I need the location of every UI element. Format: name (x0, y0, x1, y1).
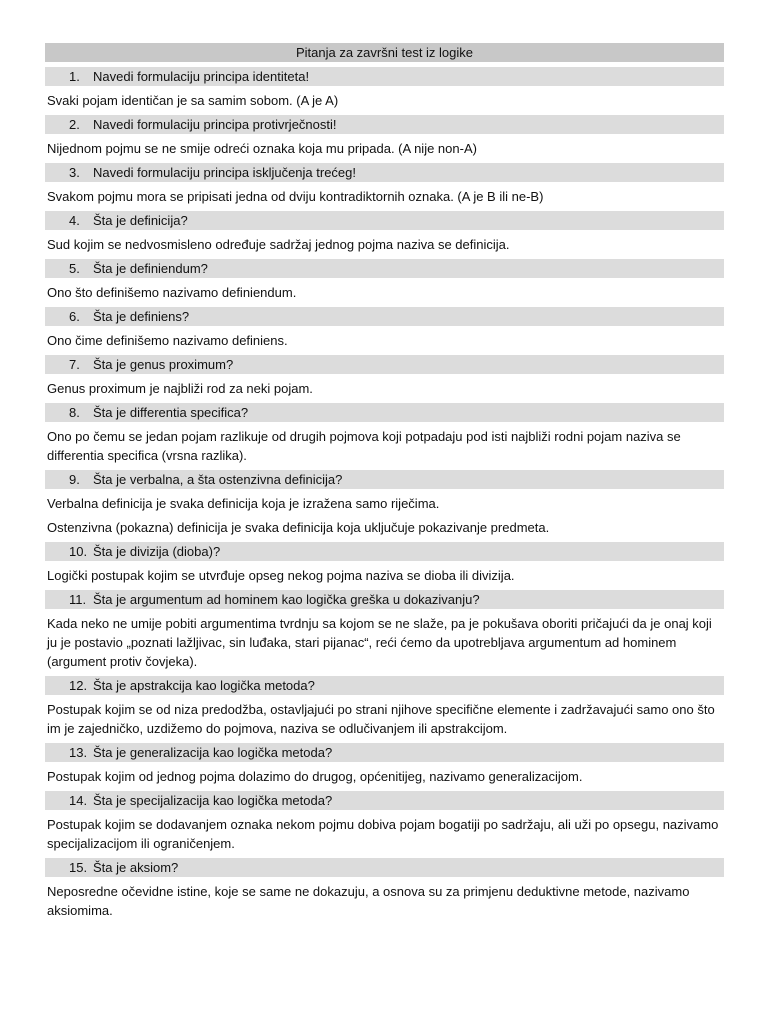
question-block (45, 211, 724, 254)
question-block (45, 403, 724, 465)
question-number: 10. (69, 544, 88, 559)
question-heading (45, 211, 724, 230)
question-text: Šta je definiens? (93, 309, 190, 324)
question-block (45, 355, 724, 398)
question-list (45, 67, 724, 920)
question-block (45, 307, 724, 350)
answer-text: Logički postupak kojim se utvrđuje opseg nekog pojma naziva se dioba ili divizija. (47, 568, 515, 583)
answer-text: Ostenzivna (pokazna) definicija je svaka definicija koja uključuje pokazivanje predmeta. (47, 520, 550, 535)
question-block (45, 259, 724, 302)
answer-text: Svakom pojmu mora se pripisati jedna od dviju kontradiktornih oznaka. (A je B ili ne-B) (47, 189, 544, 204)
question-heading (45, 67, 724, 86)
answer-text: Postupak kojim od jednog pojma dolazimo do drugog, općenitijeg, nazivamo generalizacijom. (47, 769, 583, 784)
question-text: Šta je apstrakcija kao logička metoda? (93, 678, 315, 693)
question-heading (45, 115, 724, 134)
question-block (45, 590, 724, 671)
question-block (45, 858, 724, 920)
question-heading (45, 163, 724, 182)
answer-text: Svaki pojam identičan je sa samim sobom. (A je A) (47, 93, 339, 108)
question-text: Šta je definiendum? (93, 261, 208, 276)
question-number: 15. (69, 860, 88, 875)
answer-text: Sud kojim se nedvosmisleno određuje sadržaj jednog pojma naziva se definicija. (47, 237, 510, 252)
question-block (45, 470, 724, 537)
question-heading (45, 403, 724, 422)
answer-text: Neposredne očevidne istine, koje se same ne dokazuju, a osnova su za primjenu deduktivne metode, nazivamo aksiomima. (47, 884, 690, 918)
question-number: 6. (69, 309, 80, 324)
question-text: Šta je aksiom? (93, 860, 179, 875)
question-heading (45, 858, 724, 877)
question-block (45, 67, 724, 110)
answer-text: Postupak kojim se dodavanjem oznaka nekom pojmu dobiva pojam bogatiji po sadržaju, ali uži po opsegu, nazivamo specijalizacijom ili ograničenjem. (47, 817, 719, 851)
question-number: 9. (69, 472, 80, 487)
question-heading (45, 791, 724, 810)
question-number: 13. (69, 745, 88, 760)
answer-text: Nijednom pojmu se ne smije odreći oznaka koja mu pripada. (A nije non-A) (47, 141, 477, 156)
question-heading (45, 355, 724, 374)
question-number: 7. (69, 357, 80, 372)
question-number: 8. (69, 405, 80, 420)
question-number: 5. (69, 261, 80, 276)
question-heading (45, 307, 724, 326)
answer-text: Ono po čemu se jedan pojam razlikuje od drugih pojmova koji potpadaju pod isti najbliži rodni pojam naziva se differentia specifica (vrsna razlika). (47, 429, 681, 463)
answer-text: Ono čime definišemo nazivamo definiens. (47, 333, 288, 348)
document (45, 43, 724, 925)
question-text: Šta je verbalna, a šta ostenzivna definicija? (93, 472, 343, 487)
question-text: Navedi formulaciju principa identiteta! (93, 69, 310, 84)
question-block (45, 743, 724, 786)
answer-text: Kada neko ne umije pobiti argumentima tvrdnju sa kojom se ne slaže, pa je pokušava oboriti pričajući da je onaj koji ju je postavio „poznati lažljivac, sin luđaka, stari pijanac“, reći ćemo da upotrebljava argumentum ad hominem (argument protiv čovjeka). (47, 616, 712, 669)
question-text: Šta je definicija? (93, 213, 188, 228)
question-heading (45, 676, 724, 695)
question-text: Šta je divizija (dioba)? (93, 544, 221, 559)
question-text: Šta je genus proximum? (93, 357, 234, 372)
question-number: 3. (69, 165, 80, 180)
document-title: Pitanja za završni test iz logike (45, 43, 724, 62)
answer-text: Postupak kojim se od niza predodžba, ostavljajući po strani njihove specifične elemente i zadržavajući samo ono što im je zajedničko, uzdižemo do pojmova, naziva se odlučivanjem ili apstrakcijom. (47, 702, 715, 736)
question-number: 1. (69, 69, 80, 84)
question-heading (45, 542, 724, 561)
question-number: 11. (69, 592, 87, 607)
question-text: Šta je differentia specifica? (93, 405, 249, 420)
question-text: Navedi formulaciju principa protivrječnosti! (93, 117, 337, 132)
question-block (45, 115, 724, 158)
question-text: Šta je specijalizacija kao logička metoda? (93, 793, 333, 808)
question-text: Navedi formulaciju principa isključenja trećeg! (93, 165, 357, 180)
question-block (45, 791, 724, 853)
answer-text: Verbalna definicija je svaka definicija koja je izražena samo riječima. (47, 496, 440, 511)
question-text: Šta je argumentum ad hominem kao logička greška u dokazivanju? (93, 592, 480, 607)
question-number: 12. (69, 678, 88, 693)
question-block (45, 676, 724, 738)
question-block (45, 542, 724, 585)
question-heading (45, 470, 724, 489)
question-heading (45, 590, 724, 609)
question-heading (45, 743, 724, 762)
question-text: Šta je generalizacija kao logička metoda? (93, 745, 333, 760)
answer-text: Ono što definišemo nazivamo definiendum. (47, 285, 297, 300)
answer-text: Genus proximum je najbliži rod za neki pojam. (47, 381, 313, 396)
question-heading (45, 259, 724, 278)
question-block (45, 163, 724, 206)
question-number: 4. (69, 213, 80, 228)
question-number: 14. (69, 793, 88, 808)
question-number: 2. (69, 117, 80, 132)
